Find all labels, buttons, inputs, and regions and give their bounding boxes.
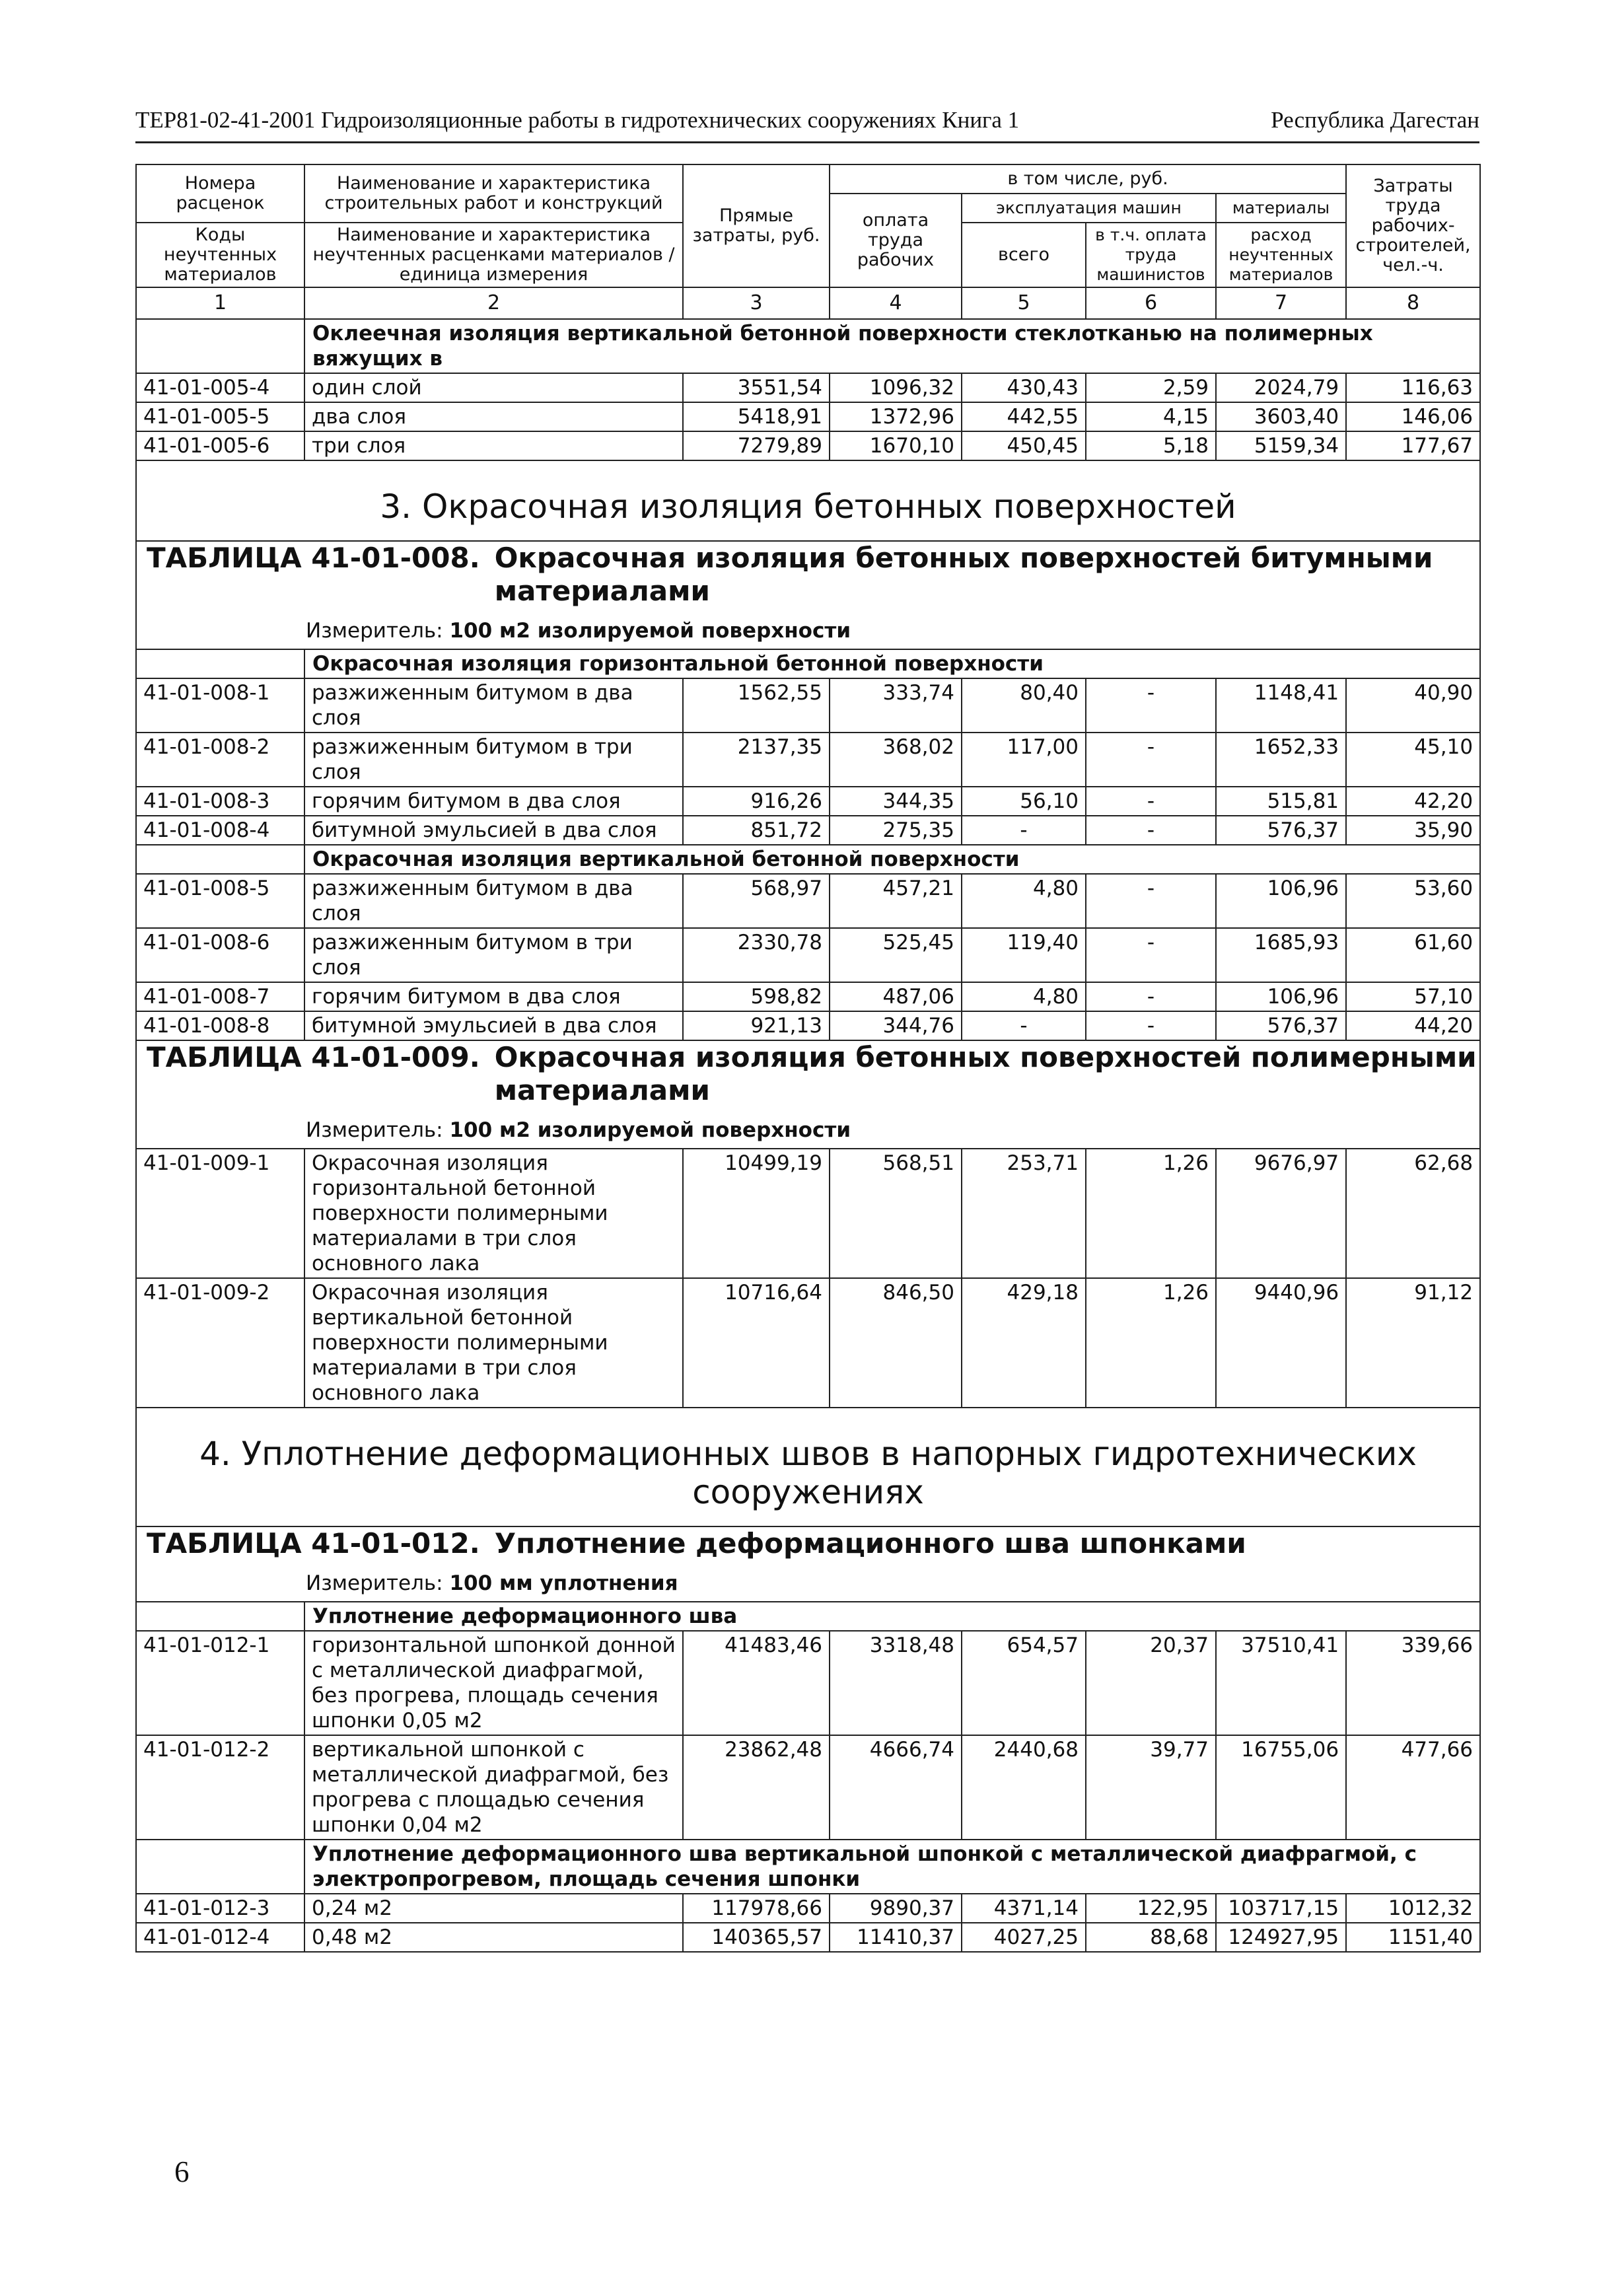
- cell-c6: -: [1086, 1011, 1216, 1040]
- cell-code: 41-01-008-1: [136, 678, 304, 733]
- table-number: ТАБЛИЦА 41-01-008.: [147, 542, 480, 574]
- cell-c5: -: [962, 816, 1086, 845]
- cell-c3: 140365,57: [683, 1923, 830, 1952]
- cell-code: 41-01-012-2: [136, 1735, 304, 1840]
- header-document-title: ТЕР81-02-41-2001 Гидроизоляционные работы в гидротехнических сооружениях Книга 1: [135, 107, 1020, 133]
- cell-c3: 921,13: [683, 1011, 830, 1040]
- cell-c7: 1652,33: [1216, 733, 1346, 787]
- cell-code: 41-01-008-2: [136, 733, 304, 787]
- cell-c8: 57,10: [1346, 982, 1480, 1011]
- cell-c6: 20,37: [1086, 1631, 1216, 1735]
- cell-name: разжиженным битумом в три слоя: [304, 733, 683, 787]
- cell-name: горячим битумом в два слоя: [304, 787, 683, 816]
- table-row: [136, 928, 1480, 982]
- subheading-row: [136, 319, 1480, 373]
- cell-code: 41-01-008-7: [136, 982, 304, 1011]
- cell-c4: 4666,74: [830, 1735, 962, 1840]
- table-row: [136, 1631, 1480, 1735]
- cell-code: 41-01-008-8: [136, 1011, 304, 1040]
- cell-name: разжиженным битумом в три слоя: [304, 928, 683, 982]
- table-row: [136, 1149, 1480, 1278]
- col-header-labor-pay: оплата труда рабочих: [830, 194, 962, 287]
- cell-c7: 16755,06: [1216, 1735, 1346, 1840]
- cell-c4: 1670,10: [830, 431, 962, 460]
- cell-c6: -: [1086, 816, 1216, 845]
- subheading-row: [136, 845, 1480, 874]
- cell-c6: -: [1086, 982, 1216, 1011]
- col-header-machines-total: всего: [962, 223, 1086, 287]
- cell-c3: 3551,54: [683, 373, 830, 402]
- cell-name: разжиженным битумом в два слоя: [304, 678, 683, 733]
- cell-name: битумной эмульсией в два слоя: [304, 1011, 683, 1040]
- cell-c6: -: [1086, 787, 1216, 816]
- cell-c6: 1,26: [1086, 1278, 1216, 1408]
- cell-name: горячим битумом в два слоя: [304, 982, 683, 1011]
- cell-c7: 124927,95: [1216, 1923, 1346, 1952]
- table-row: [136, 816, 1480, 845]
- measure-value: 100 мм уплотнения: [449, 1571, 678, 1595]
- cell-code: 41-01-005-4: [136, 373, 304, 402]
- cell-c5: -: [962, 1011, 1086, 1040]
- cell-c8: 91,12: [1346, 1278, 1480, 1408]
- cell-c8: 1151,40: [1346, 1923, 1480, 1952]
- col-header-machines: эксплуатация машин: [962, 194, 1216, 223]
- col-header-machines-labor: в т.ч. оплата труда машинистов: [1086, 223, 1216, 287]
- table-row: [136, 402, 1480, 431]
- subheading: Окрасочная изоляция горизонтальной бетонной поверхности: [304, 649, 1480, 678]
- cell-code: 41-01-008-3: [136, 787, 304, 816]
- table-title-row: [136, 541, 1480, 649]
- cell-c5: 4,80: [962, 874, 1086, 928]
- table-title: [137, 1041, 1479, 1107]
- section-title: 3. Окрасочная изоляция бетонных поверхностей: [380, 487, 1236, 526]
- cell-c5: 450,45: [962, 431, 1086, 460]
- cell-c6: 4,15: [1086, 402, 1216, 431]
- table-row: [136, 678, 1480, 733]
- col-header-direct: Прямые затраты, руб.: [683, 164, 830, 287]
- cell-code: 41-01-012-4: [136, 1923, 304, 1952]
- section-title-row: [136, 1408, 1480, 1526]
- cell-c6: 88,68: [1086, 1923, 1216, 1952]
- cell-name: два слоя: [304, 402, 683, 431]
- cell-c3: 2137,35: [683, 733, 830, 787]
- cell-code: 41-01-005-6: [136, 431, 304, 460]
- cell-c7: 1148,41: [1216, 678, 1346, 733]
- cell-c4: 275,35: [830, 816, 962, 845]
- col-header-name-top: Наименование и характеристика строительных работ и конструкций: [304, 164, 683, 223]
- header-rule: [135, 141, 1479, 143]
- cell-c4: 344,76: [830, 1011, 962, 1040]
- table-number: ТАБЛИЦА 41-01-012.: [147, 1527, 480, 1560]
- cell-c3: 10499,19: [683, 1149, 830, 1278]
- cell-c4: 344,35: [830, 787, 962, 816]
- cell-c3: 10716,64: [683, 1278, 830, 1408]
- cell-c6: 39,77: [1086, 1735, 1216, 1840]
- col-header-materials-sub: расход неучтенных материалов: [1216, 223, 1346, 287]
- col-num: 4: [830, 287, 962, 319]
- table-row: [136, 1923, 1480, 1952]
- subheading-row: [136, 649, 1480, 678]
- subheading: Оклеечная изоляция вертикальной бетонной поверхности стеклотканью на полимерных вяжущих в: [304, 319, 1480, 373]
- cell-c6: -: [1086, 678, 1216, 733]
- cell-c7: 9676,97: [1216, 1149, 1346, 1278]
- cell-c6: 122,95: [1086, 1894, 1216, 1923]
- cell-c7: 37510,41: [1216, 1631, 1346, 1735]
- cell-c5: 430,43: [962, 373, 1086, 402]
- cell-c6: 2,59: [1086, 373, 1216, 402]
- cell-c3: 2330,78: [683, 928, 830, 982]
- cell-c7: 9440,96: [1216, 1278, 1346, 1408]
- table-name: Окрасочная изоляция бетонных поверхностей битумными материалами: [494, 542, 1433, 607]
- page-header: [135, 104, 1479, 144]
- cell-c8: 116,63: [1346, 373, 1480, 402]
- col-num: 2: [304, 287, 683, 319]
- cell-c8: 44,20: [1346, 1011, 1480, 1040]
- cell-code: 41-01-012-3: [136, 1894, 304, 1923]
- section-title: 4. Уплотнение деформационных швов в напорных гидротехнических сооружениях: [199, 1435, 1417, 1511]
- cell-c5: 2440,68: [962, 1735, 1086, 1840]
- table-title-row: [136, 1040, 1480, 1149]
- cell-c3: 851,72: [683, 816, 830, 845]
- cell-name: Окрасочная изоляция вертикальной бетонной поверхности полимерными материалами в три слоя основного лака: [304, 1278, 683, 1408]
- cell-name: разжиженным битумом в два слоя: [304, 874, 683, 928]
- col-num: 1: [136, 287, 304, 319]
- cell-c4: 9890,37: [830, 1894, 962, 1923]
- cell-name: вертикальной шпонкой с металлической диафрагмой, без прогрева с площадью сечения шпонки 0,04 м2: [304, 1735, 683, 1840]
- cell-c3: 598,82: [683, 982, 830, 1011]
- col-header-codes-top: Номера расценок: [136, 164, 304, 223]
- cell-name: Окрасочная изоляция горизонтальной бетонной поверхности полимерными материалами в три слоя основного лака: [304, 1149, 683, 1278]
- subheading: Уплотнение деформационного шва вертикальной шпонкой с металлической диафрагмой, с электропрогревом, площадь сечения шпонки: [304, 1840, 1480, 1894]
- cell-c5: 4371,14: [962, 1894, 1086, 1923]
- table-row: [136, 431, 1480, 460]
- table-row: [136, 1735, 1480, 1840]
- cell-c3: 568,97: [683, 874, 830, 928]
- header-region: Республика Дагестан: [1271, 107, 1479, 133]
- cell-c4: 525,45: [830, 928, 962, 982]
- cell-c8: 177,67: [1346, 431, 1480, 460]
- col-num: 5: [962, 287, 1086, 319]
- cell-code: 41-01-009-2: [136, 1278, 304, 1408]
- cell-c4: 333,74: [830, 678, 962, 733]
- measure-value: 100 м2 изолируемой поверхности: [449, 1118, 851, 1142]
- cell-c8: 40,90: [1346, 678, 1480, 733]
- cell-c5: 4027,25: [962, 1923, 1086, 1952]
- cell-name: горизонтальной шпонкой донной с металлической диафрагмой, без прогрева, площадь сечения шпонки 0,05 м2: [304, 1631, 683, 1735]
- measure: Измеритель: 100 м2 изолируемой поверхности: [306, 1118, 851, 1142]
- cell-c8: 146,06: [1346, 402, 1480, 431]
- cell-c5: 56,10: [962, 787, 1086, 816]
- table-name: Уплотнение деформационного шва шпонками: [494, 1527, 1246, 1560]
- cell-c8: 339,66: [1346, 1631, 1480, 1735]
- table-title-row: [136, 1526, 1480, 1602]
- cell-code: 41-01-012-1: [136, 1631, 304, 1735]
- cell-c3: 7279,89: [683, 431, 830, 460]
- cell-c7: 106,96: [1216, 874, 1346, 928]
- subheading: Окрасочная изоляция вертикальной бетонной поверхности: [304, 845, 1480, 874]
- cell-code: 41-01-008-5: [136, 874, 304, 928]
- cell-c3: 5418,91: [683, 402, 830, 431]
- cell-c4: 1372,96: [830, 402, 962, 431]
- cell-c8: 61,60: [1346, 928, 1480, 982]
- subheading-row: [136, 1840, 1480, 1894]
- cell-c7: 3603,40: [1216, 402, 1346, 431]
- cell-c6: -: [1086, 928, 1216, 982]
- col-num: 8: [1346, 287, 1480, 319]
- cell-c5: 442,55: [962, 402, 1086, 431]
- cell-c7: 5159,34: [1216, 431, 1346, 460]
- cell-name: три слоя: [304, 431, 683, 460]
- table-row: [136, 1278, 1480, 1408]
- cell-c5: 4,80: [962, 982, 1086, 1011]
- cell-c3: 117978,66: [683, 1894, 830, 1923]
- col-num: 7: [1216, 287, 1346, 319]
- cell-c3: 916,26: [683, 787, 830, 816]
- table-row: [136, 982, 1480, 1011]
- cell-c4: 11410,37: [830, 1923, 962, 1952]
- cell-c4: 846,50: [830, 1278, 962, 1408]
- col-num: 3: [683, 287, 830, 319]
- table-row: [136, 787, 1480, 816]
- cell-c7: 515,81: [1216, 787, 1346, 816]
- cell-c5: 429,18: [962, 1278, 1086, 1408]
- cell-c6: -: [1086, 733, 1216, 787]
- table-row: [136, 1011, 1480, 1040]
- cell-name: 0,48 м2: [304, 1923, 683, 1952]
- table-number: ТАБЛИЦА 41-01-009.: [147, 1041, 480, 1073]
- cell-name: битумной эмульсией в два слоя: [304, 816, 683, 845]
- cell-c4: 3318,48: [830, 1631, 962, 1735]
- cell-c8: 62,68: [1346, 1149, 1480, 1278]
- measure-value: 100 м2 изолируемой поверхности: [449, 619, 851, 643]
- col-header-labor-cost: Затраты труда рабочих-строителей, чел.-ч.: [1346, 164, 1480, 287]
- table-row: [136, 373, 1480, 402]
- col-header-codes-bottom: Коды неучтенных материалов: [136, 223, 304, 287]
- cell-c7: 576,37: [1216, 816, 1346, 845]
- table-row: [136, 874, 1480, 928]
- cell-code: 41-01-009-1: [136, 1149, 304, 1278]
- cell-c8: 53,60: [1346, 874, 1480, 928]
- cell-c8: 42,20: [1346, 787, 1480, 816]
- cell-c4: 368,02: [830, 733, 962, 787]
- cell-name: один слой: [304, 373, 683, 402]
- table-title: [137, 1527, 1479, 1560]
- cell-c5: 119,40: [962, 928, 1086, 982]
- cell-c7: 1685,93: [1216, 928, 1346, 982]
- cell-c3: 1562,55: [683, 678, 830, 733]
- cell-c6: 1,26: [1086, 1149, 1216, 1278]
- table-row: [136, 1894, 1480, 1923]
- cell-c3: 41483,46: [683, 1631, 830, 1735]
- cell-c5: 253,71: [962, 1149, 1086, 1278]
- section-title-row: [136, 460, 1480, 541]
- table-row: [136, 733, 1480, 787]
- col-num: 6: [1086, 287, 1216, 319]
- cell-c8: 45,10: [1346, 733, 1480, 787]
- col-header-materials: материалы: [1216, 194, 1346, 223]
- cell-c4: 487,06: [830, 982, 962, 1011]
- measure: Измеритель: 100 м2 изолируемой поверхности: [306, 619, 851, 643]
- table-name: Окрасочная изоляция бетонных поверхностей полимерными материалами: [494, 1041, 1477, 1106]
- cell-c7: 103717,15: [1216, 1894, 1346, 1923]
- cell-c8: 1012,32: [1346, 1894, 1480, 1923]
- rates-table: [135, 164, 1481, 1953]
- cell-code: 41-01-008-6: [136, 928, 304, 982]
- col-header-incl: в том числе, руб.: [830, 164, 1346, 194]
- cell-c4: 1096,32: [830, 373, 962, 402]
- cell-c7: 576,37: [1216, 1011, 1346, 1040]
- cell-c4: 568,51: [830, 1149, 962, 1278]
- cell-c3: 23862,48: [683, 1735, 830, 1840]
- cell-c7: 2024,79: [1216, 373, 1346, 402]
- cell-c8: 35,90: [1346, 816, 1480, 845]
- cell-c7: 106,96: [1216, 982, 1346, 1011]
- page-number: 6: [174, 2155, 190, 2188]
- subheading-row: [136, 1602, 1480, 1631]
- subheading: Уплотнение деформационного шва: [304, 1602, 1480, 1631]
- cell-code: 41-01-008-4: [136, 816, 304, 845]
- cell-c6: -: [1086, 874, 1216, 928]
- cell-c4: 457,21: [830, 874, 962, 928]
- table-title: [137, 542, 1479, 608]
- cell-c8: 477,66: [1346, 1735, 1480, 1840]
- col-header-name-bottom: Наименование и характеристика неучтенных расценками материалов / единица измерения: [304, 223, 683, 287]
- column-numbers-row: [136, 287, 1480, 319]
- cell-code: 41-01-005-5: [136, 402, 304, 431]
- cell-c5: 117,00: [962, 733, 1086, 787]
- cell-name: 0,24 м2: [304, 1894, 683, 1923]
- cell-c5: 654,57: [962, 1631, 1086, 1735]
- cell-c6: 5,18: [1086, 431, 1216, 460]
- cell-c5: 80,40: [962, 678, 1086, 733]
- measure: Измеритель: 100 мм уплотнения: [306, 1571, 678, 1595]
